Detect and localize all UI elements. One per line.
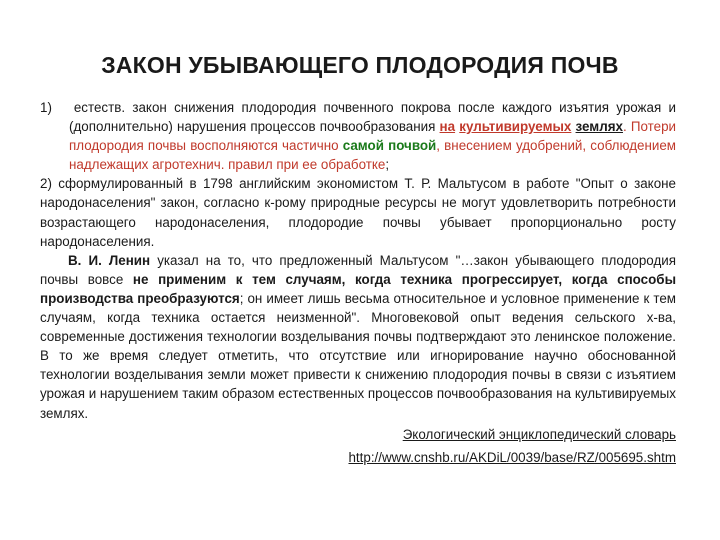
- author-name: В. И. Ленин: [68, 252, 151, 268]
- source-url-link[interactable]: http://www.cnshb.ru/AKDiL/0039/base/RZ/005695.shtm: [348, 449, 676, 465]
- lenin-paragraph: В. И. Ленин указал на то, что предложенный Мальтусом "…закон убывающего плодородия почвы вовсе не применим к тем случаям, когда техника прогрессирует, когда способы производства преобразуются; он имеет лишь весьма относительное и условное применение к тем случаям, когда техника остается неизменной". Многовековой опыт ведения сельского х-ва, современные достижения технологии возделывания почвы подтверждают это ленинское положение. В то же время следует отметить, что отсутствие или игнорирование научно обоснованной технологии возделывания земли может привести к снижению плодородия почвы в связи с изъятием урожая и нарушением таким образом естественных процессов почвообразования на культивируемых землях.: [40, 252, 677, 421]
- term-cultivated: культивируемых: [459, 119, 572, 135]
- definition-2: 2) сформулированный в 1798 английским экономистом Т. Р. Мальтусом в работе "Опыт о законе народонаселения" закон, согласно к-рому природные ресурсы не могут удовлетворить потребности возрастающего народонаселения, плодородие почвы убывает пропорционально росту народонаселения.: [40, 176, 676, 249]
- emphasis-quote: не применим к тем случаям, когда техника прогрессирует, когда способы производства преобразуются: [40, 271, 677, 306]
- source-title-link[interactable]: Экологический энциклопедический словарь: [402, 426, 676, 442]
- page-title: ЗАКОН УБЫВАЮЩЕГО ПЛОДОРОДИЯ ПОЧВ: [101, 52, 619, 78]
- term-lands: землях: [575, 119, 623, 135]
- term-na: на: [439, 119, 456, 135]
- definition-1-number: 1): [40, 100, 52, 115]
- content-body: [40, 98, 676, 467]
- definition-1: 1) естеств. закон снижения плодородия почвенного покрова после каждого изъятия урожая и (дополнительно) нарушения процессов почвообразования на культивируемых землях. Потери плодородия почвы восполняются частично самой почвой, внесением удобрений, соблюдением надлежащих агротехнич. правил при ее обработке;: [40, 100, 676, 173]
- term-own-soil: самой почвой: [342, 138, 437, 154]
